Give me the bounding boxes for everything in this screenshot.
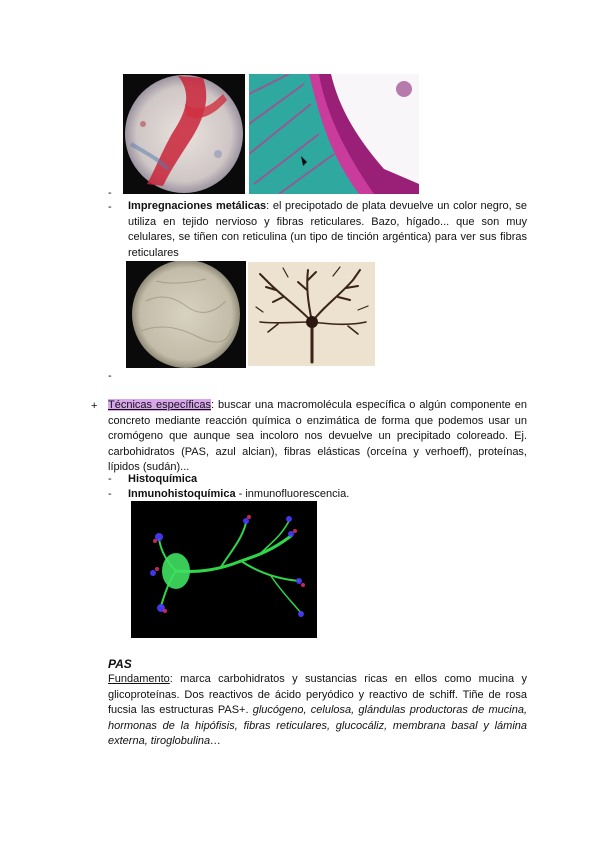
- pas-paragraph: [108, 672, 527, 750]
- inmuno-term: Inmunohistoquímica: [128, 488, 236, 500]
- impregnaciones-text: : el precipotado de plata devuelve un color negro, se utiliza en tejido nervioso y fibras reticulares. Bazo, hígado... que son muy celulares, se tiñen con reticulina (un tipo de tinción argéntica) para ver sus fibras reticulares: [128, 200, 527, 259]
- empty-bullet-2: -: [108, 370, 112, 382]
- histology-circle-image-1: [123, 74, 245, 194]
- reticulin-circle-image: [126, 261, 246, 368]
- pas-italic-list: glucógeno, celulosa, glándulas productoras de mucina, hormonas de la hipófisis, fibras reticulares, glucocáliz, membrana basal y lámina externa, tiroglobulina…: [108, 704, 528, 747]
- tecnicas-paragraph: [108, 398, 527, 476]
- pas-title: PAS: [108, 657, 132, 671]
- impregnaciones-paragraph: [128, 199, 527, 261]
- histology-stain-image-2: [249, 74, 419, 194]
- bullet-dash-impregnaciones: -: [108, 201, 112, 213]
- tecnicas-term: Técnicas específicas: [108, 399, 211, 411]
- empty-bullet-1: -: [108, 187, 112, 199]
- inmuno-text: - inmunofluorescencia.: [235, 488, 350, 500]
- immunofluorescence-neuron-image: [131, 501, 317, 638]
- pas-text: : marca carbohidratos y sustancias ricas en ellos como mucina y glicoproteínas. Dos reactivos de ácido peryódico y reactivo de schiff. Tiñe de rosa fucsia las estructuras PAS+.: [108, 673, 527, 716]
- bullet-plus-tecnicas: +: [91, 400, 98, 412]
- neuron-silver-stain-image: [248, 262, 375, 366]
- bullet-dash-histoquimica: -: [108, 473, 112, 485]
- histoquimica-label: Histoquímica: [128, 473, 198, 485]
- bullet-dash-inmuno: -: [108, 488, 112, 500]
- inmuno-line: [128, 487, 349, 502]
- tecnicas-text: : buscar una macromolécula específica o algún componente en concreto mediante reacción química o enzimática de forma que podemos usar un cromógeno que aunque sea incoloro nos devuelve un precipitado coloreado. Ej. carbohidratos (PAS, azul alcian), fibras elásticas (orceína y verhoeff), proteínas, lípidos (sudán)...: [108, 399, 527, 473]
- pas-fundamento-label: Fundamento: [108, 673, 170, 685]
- impregnaciones-term: Impregnaciones metálicas: [128, 200, 267, 212]
